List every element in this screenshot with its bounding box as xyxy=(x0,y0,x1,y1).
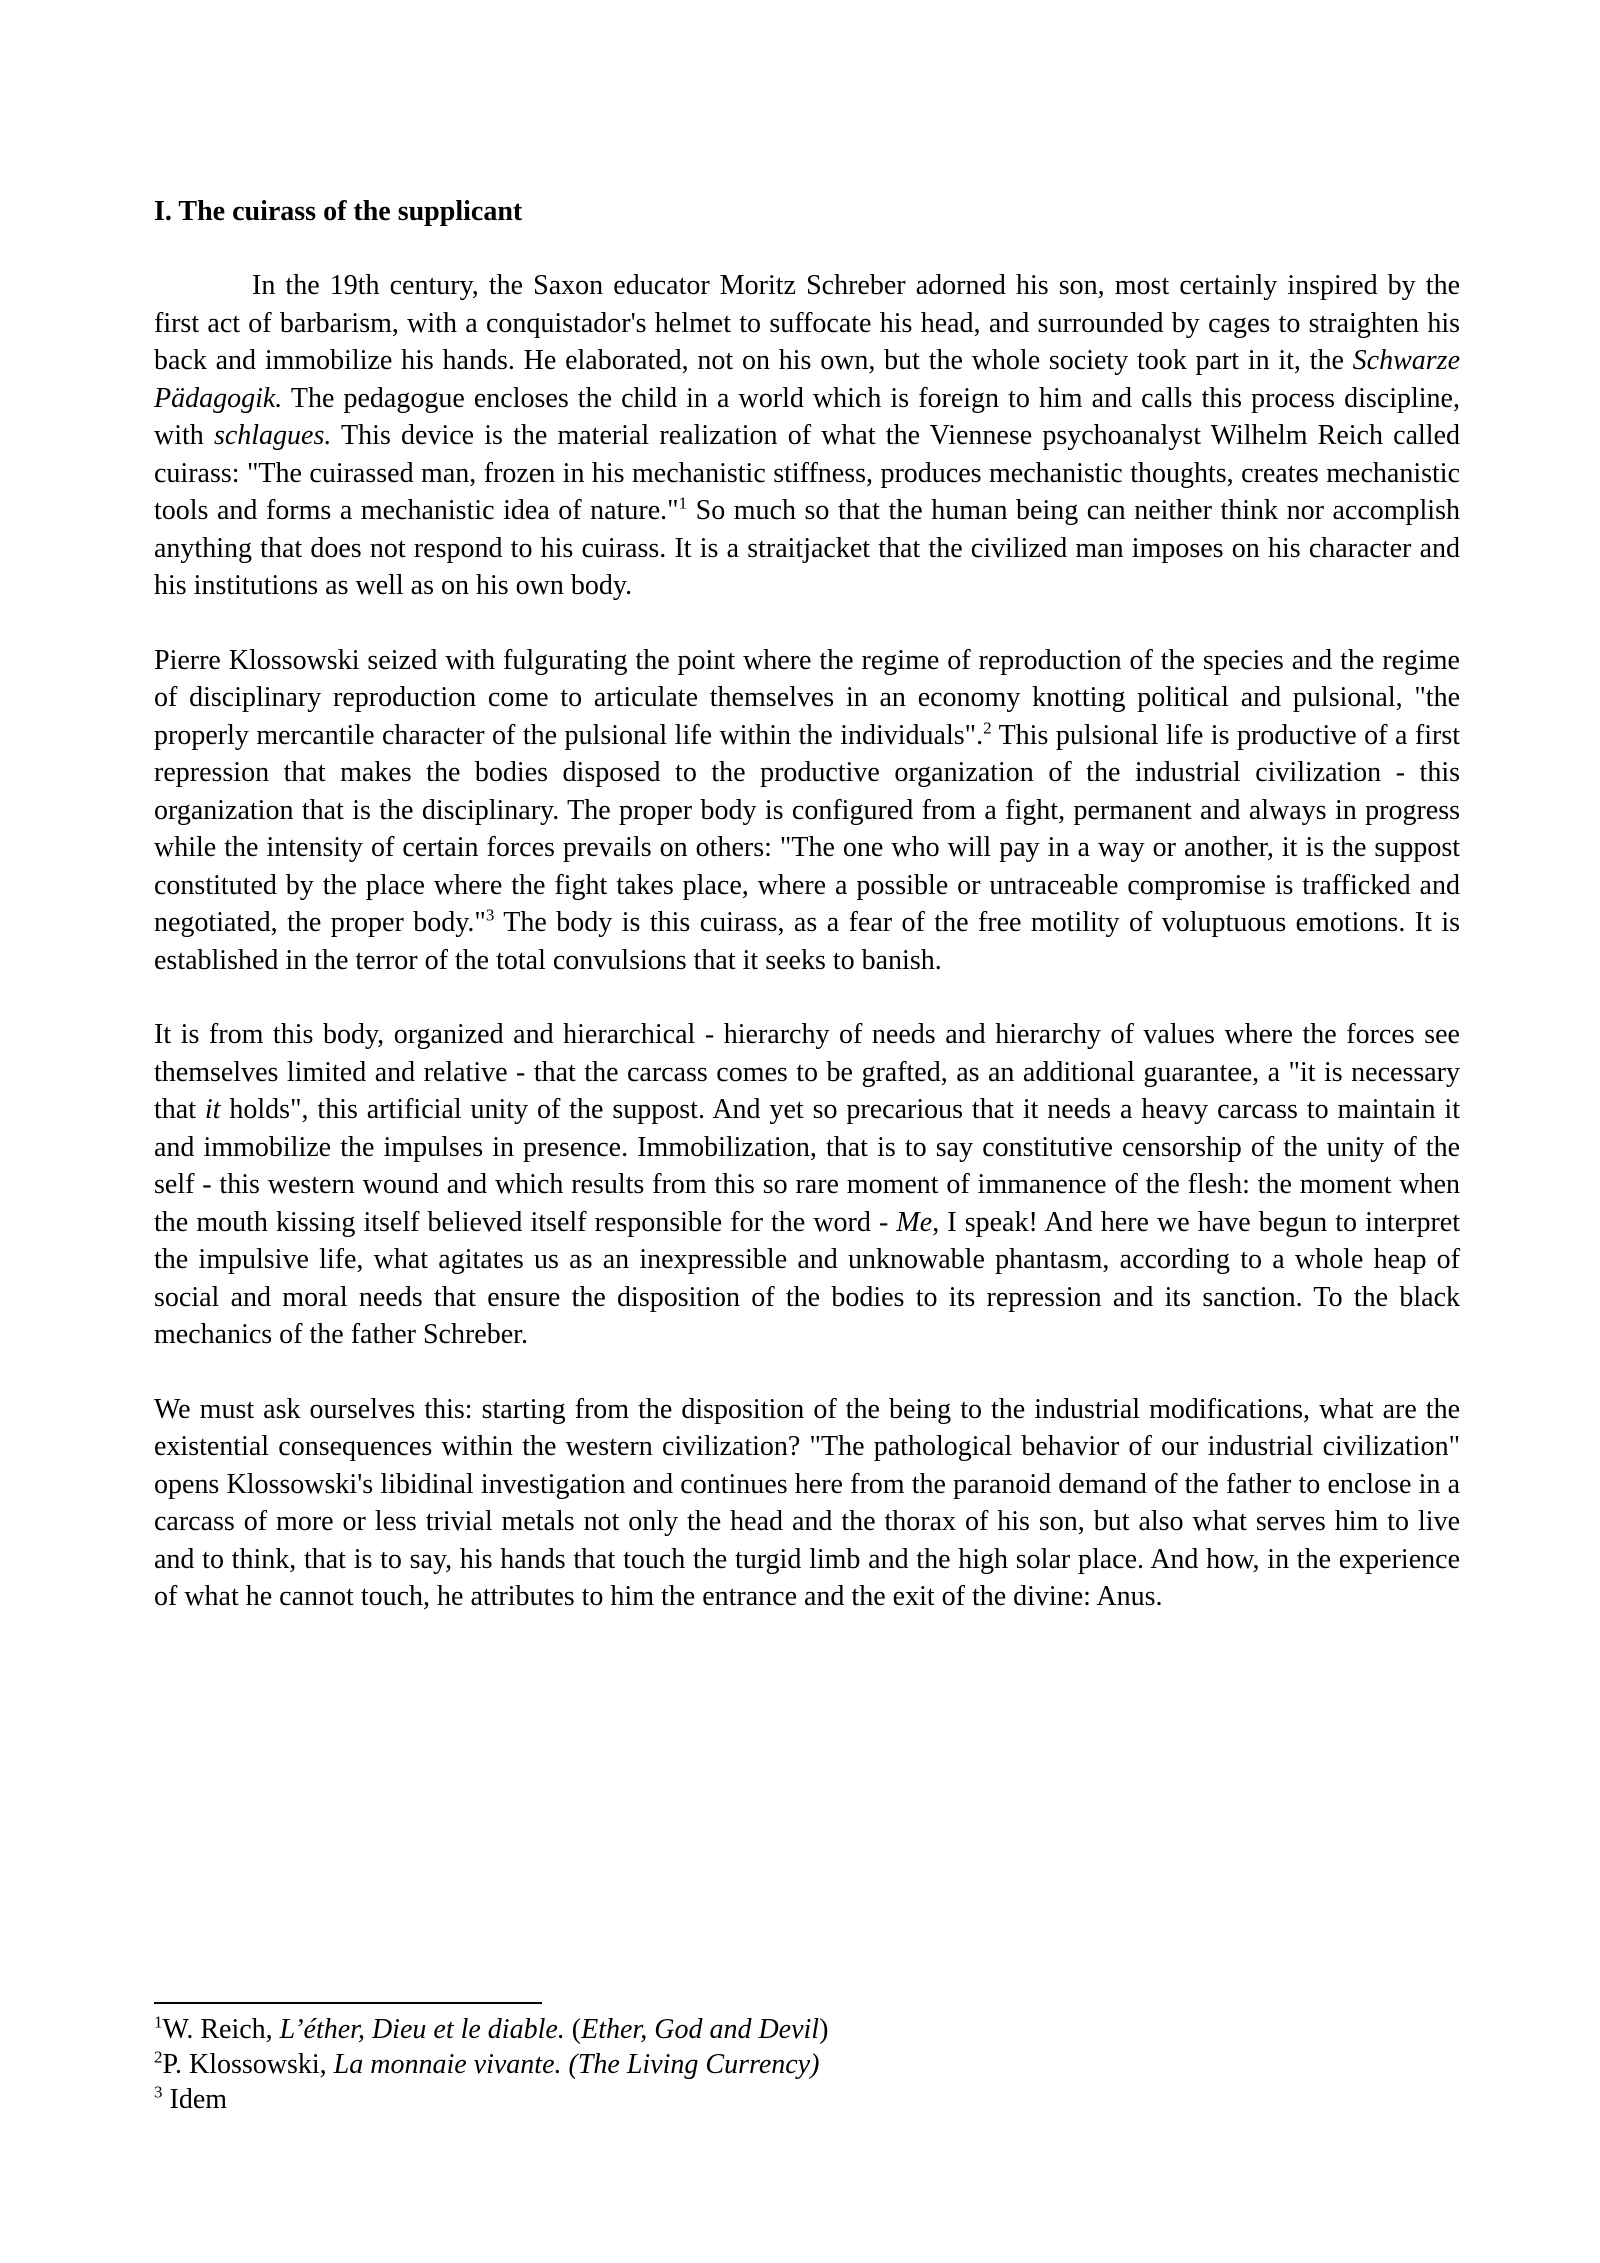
paragraph xyxy=(154,1391,1460,1616)
text-run: The body is this cuirass, as a fear of the free motility of voluptuous emotions. It is established in the terror of the total convulsions that it seeks to banish. xyxy=(154,907,1460,976)
text-run: W. Reich, xyxy=(162,2014,280,2045)
footnote-number: 2 xyxy=(154,2047,163,2067)
italic-text: schlagues. xyxy=(213,420,332,451)
footnote-marker: 3 xyxy=(485,905,495,925)
footnotes xyxy=(154,2012,1454,2117)
text-run: P. Klossowski, xyxy=(162,2049,334,2080)
paragraph xyxy=(154,267,1460,605)
paragraph xyxy=(154,642,1460,980)
italic-text: Me xyxy=(896,1206,933,1238)
footnote-number: 3 xyxy=(154,2082,163,2102)
text-run: This device is the material realization of what the Viennese psychoanalyst Wilhelm Reich called cuirass: "The cuirassed man, frozen in his mechanistic stiffness, produces mechanistic thoughts, creates mechanistic tools and forms a mechanistic idea of nature." xyxy=(154,420,1460,526)
text-run: So much so that the human being can neither think nor accomplish anything that does not respond to his cuirass. It is a straitjacket that the civilized man imposes on his character and his institutions as well as on his own body. xyxy=(154,495,1460,601)
text-run: It is from this body, organized and hierarchical - hierarchy of needs and hierarchy of values where the forces see themselves limited and relative - that the carcass comes to be grafted, as an additional guarantee, a "it is necessary that xyxy=(154,1019,1460,1125)
document-body xyxy=(154,192,1460,1653)
footnote xyxy=(154,2082,1454,2117)
footnote-marker: 1 xyxy=(678,493,688,513)
text-run: Pierre Klossowski seized with fulgurating the point where the regime of reproduction of the species and the regime of disciplinary reproduction come to articulate themselves in an economy knotting political and pulsional, "the properly mercantile character of the pulsional life within the individuals". xyxy=(154,644,1460,751)
italic-text: La monnaie vivante. (The Living Currency) xyxy=(333,2049,820,2080)
text-run: In the 19th century, the Saxon educator Moritz Schreber adorned his son, most certainly inspired by the first act of barbarism, with a conquistador's helmet to suffocate his head, and surrounded by cages to straighten his back and immobilize his hands. He elaborated, not on his own, but the whole society took part in it, the xyxy=(154,270,1460,376)
footnote xyxy=(154,2047,1454,2082)
section-heading: I. The cuirass of the supplicant xyxy=(154,196,523,227)
italic-text: Ether, God and Devil xyxy=(581,2014,820,2045)
text-run: ( xyxy=(564,2014,582,2045)
text-run: holds", this artificial unity of the suppost. And yet so precarious that it needs a heavy carcass to maintain it and immobilize the impulses in presence. Immobilization, that is to say constitutive censorship of the unity of the self - this western wound and which results from this so rare moment of immanence of the flesh: the moment when the mouth kissing itself believed itself responsible for the word - xyxy=(154,1094,1460,1238)
text-run: We must ask ourselves this: starting from the disposition of the being to the industrial modifications, what are the existential consequences within the western civilization? "The pathological behavior of our industrial civilization" opens Klossowski's libidinal investigation and continues here from the paranoid demand of the father to enclose in a carcass of more or less trivial metals not only the head and the thorax of his son, but also what serves him to live and to think, that is to say, his hands that touch the turgid limb and the high solar place. And how, in the experience of what he cannot touch, he attributes to him the entrance and the exit of the divine: Anus. xyxy=(154,1393,1460,1612)
footnote-separator xyxy=(154,2002,542,2004)
text-run: The pedagogue encloses the child in a world which is foreign to him and calls this process discipline, with xyxy=(154,382,1460,451)
italic-text: L’éther, Dieu et le diable. xyxy=(279,2014,565,2045)
text-run: This pulsional life is productive of a first repression that makes the bodies disposed to the productive organization of the industrial civilization - this organization that is the disciplinary. The proper body is configured from a fight, permanent and always in progress while the intensity of certain forces prevails on others: "The one who will pay in a way or another, it is the suppost constituted by the place where the fight takes place, where a possible or untraceable compromise is trafficked and negotiated, the proper body." xyxy=(154,719,1460,938)
footnote-number: 1 xyxy=(154,2012,163,2032)
text-run: ) xyxy=(819,2014,829,2045)
footnote-marker: 2 xyxy=(983,718,992,738)
footnote xyxy=(154,2012,1454,2047)
italic-text: it xyxy=(204,1094,221,1125)
text-run: Idem xyxy=(162,2084,228,2115)
text-run: , I speak! And here we have begun to interpret the impulsive life, what agitates us as an inexpressible and unknowable phantasm, according to a whole heap of social and moral needs that ensure the disposition of the bodies to its repression and its sanction. To the black mechanics of the father Schreber. xyxy=(154,1206,1461,1350)
italic-text: Schwarze Pädagogik. xyxy=(154,345,1460,414)
paragraph xyxy=(154,1016,1460,1354)
